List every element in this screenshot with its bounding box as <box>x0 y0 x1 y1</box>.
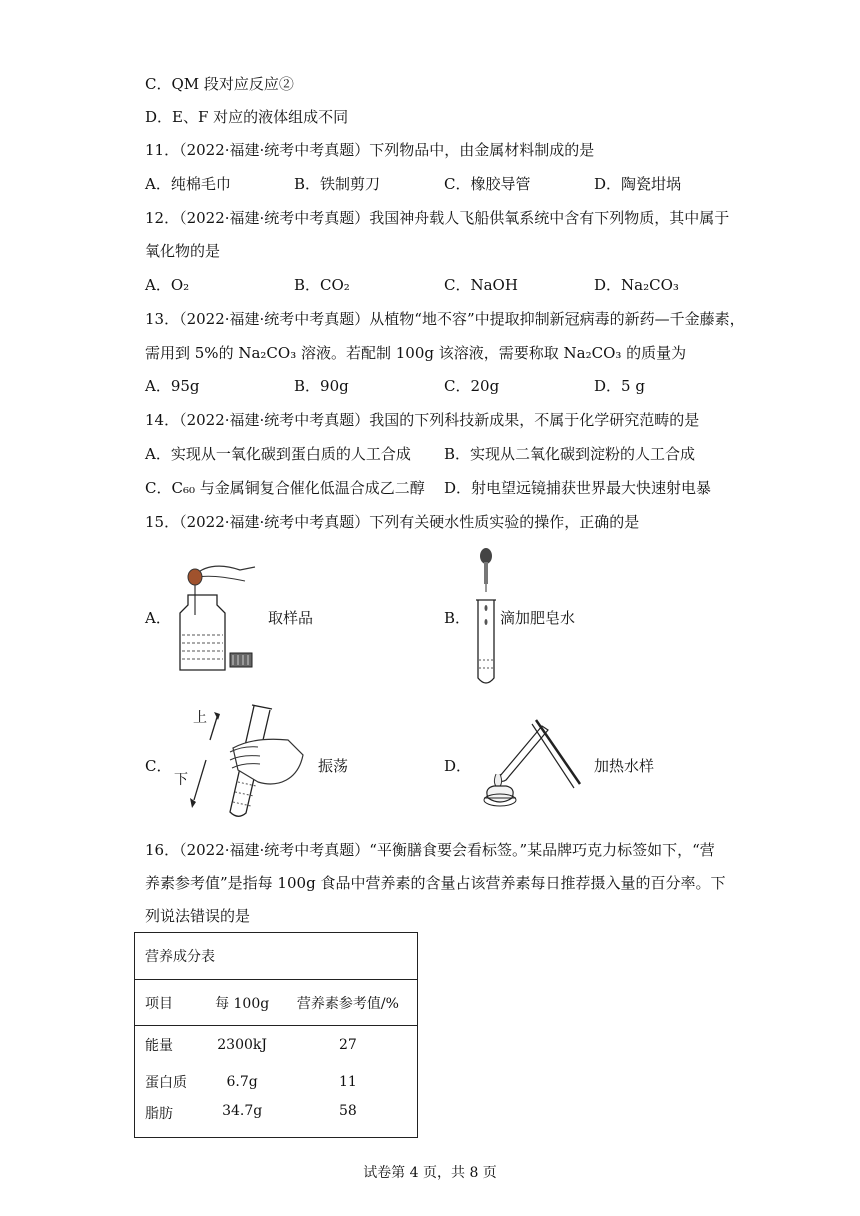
q13-stem-line1: 13．（2022·福建·统考中考真题）从植物“地不容”中提取抑制新冠病毒的新药—千金藤素， <box>145 310 745 328</box>
table-row <box>135 1064 418 1099</box>
q11-option-a: A．纯棉毛巾 <box>145 175 231 193</box>
table-cell: 34.7g <box>222 1102 263 1119</box>
q12-option-a: A．O₂ <box>145 276 190 294</box>
q15-option-d-letter: D． <box>444 757 472 775</box>
q11-stem: 11．（2022·福建·统考中考真题）下列物品中，由金属材料制成的是 <box>145 141 595 159</box>
table-cell: 蛋白质 <box>145 1074 187 1091</box>
table-row <box>135 1026 418 1065</box>
table-row <box>135 1099 418 1138</box>
q15-option-b-letter: B． <box>444 609 471 627</box>
q10-option-d: D．E、F 对应的液体组成不同 <box>145 108 349 126</box>
q14-stem: 14．（2022·福建·统考中考真题）我国的下列科技新成果，不属于化学研究范畴的是 <box>145 411 700 429</box>
q13-option-b: B．90g <box>294 377 349 395</box>
table-header-item: 项目 <box>145 995 173 1012</box>
q15-option-c-label: 振荡 <box>318 757 349 775</box>
table-cell: 58 <box>338 1102 357 1119</box>
table-cell: 27 <box>338 1037 357 1054</box>
dropper-test-tube-icon <box>470 548 500 688</box>
q12-option-b: B．CO₂ <box>294 276 350 294</box>
q15-option-b-label: 滴加肥皂水 <box>500 609 576 627</box>
reagent-bottle-sampling-icon <box>170 555 260 675</box>
table-cell: 能量 <box>145 1038 173 1055</box>
arrow-down-label: 下 <box>174 772 188 788</box>
table-header-nrv: 营养素参考值/% <box>296 995 399 1012</box>
page-footer: 试卷第 4 页，共 8 页 <box>363 1165 497 1181</box>
q15-option-d-label: 加热水样 <box>594 757 655 775</box>
q14-option-d: D．射电望远镜捕获世界最大快速射电暴 <box>444 479 712 497</box>
nutrition-table-title: 营养成分表 <box>145 948 215 965</box>
nutrition-table <box>134 932 418 1138</box>
table-header-per100g: 每 100g <box>215 995 270 1012</box>
q13-option-d: D．5 g <box>594 377 645 395</box>
q13-option-a: A．95g <box>145 377 200 395</box>
table-cell: 11 <box>338 1073 357 1090</box>
q13-stem-line2: 需用到 5%的 Na₂CO₃ 溶液。若配制 100g 该溶液，需要称取 Na₂CO₃ 的质量为 <box>145 344 687 362</box>
q16-stem-line3: 列说法错误的是 <box>145 907 251 925</box>
q12-option-c: C．NaOH <box>444 276 518 294</box>
q13-option-c: C．20g <box>444 377 500 395</box>
shaking-test-tube-icon <box>168 700 308 820</box>
q11-option-c: C．橡胶导管 <box>444 175 531 193</box>
q14-option-b: B．实现从二氧化碳到淀粉的人工合成 <box>444 445 696 463</box>
q15-option-a-letter: A． <box>145 609 171 627</box>
q16-stem-line1: 16．（2022·福建·统考中考真题）“平衡膳食要会看标签。”某品牌巧克力标签如下，“营 <box>145 841 715 859</box>
q11-option-b: B．铁制剪刀 <box>294 175 381 193</box>
q12-stem-line1: 12．（2022·福建·统考中考真题）我国神舟载人飞船供氧系统中含有下列物质，其中属于 <box>145 209 730 227</box>
q12-stem-line2: 氧化物的是 <box>145 242 221 260</box>
q14-option-c: C．C₆₀ 与金属铜复合催化低温合成乙二醇 <box>145 479 425 497</box>
q14-option-a: A．实现从一氧化碳到蛋白质的人工合成 <box>145 445 411 463</box>
table-cell: 2300kJ <box>217 1037 267 1054</box>
arrow-up-label: 上 <box>193 710 207 726</box>
q15-option-c-letter: C． <box>145 757 172 775</box>
q15-stem: 15．（2022·福建·统考中考真题）下列有关硬水性质实验的操作，正确的是 <box>145 513 640 531</box>
q16-stem-line2: 养素参考值”是指每 100g 食品中营养素的含量占该营养素每日推荐摄入量的百分率。下 <box>145 874 726 892</box>
table-cell: 6.7g <box>226 1073 258 1090</box>
heating-test-tube-icon <box>470 714 590 814</box>
table-cell: 脂肪 <box>145 1105 173 1122</box>
q12-option-d: D．Na₂CO₃ <box>594 276 679 294</box>
q11-option-d: D．陶瓷坩埚 <box>594 175 682 193</box>
q10-option-c: C．QM 段对应反应② <box>145 75 294 93</box>
q15-option-a-label: 取样品 <box>268 609 314 627</box>
